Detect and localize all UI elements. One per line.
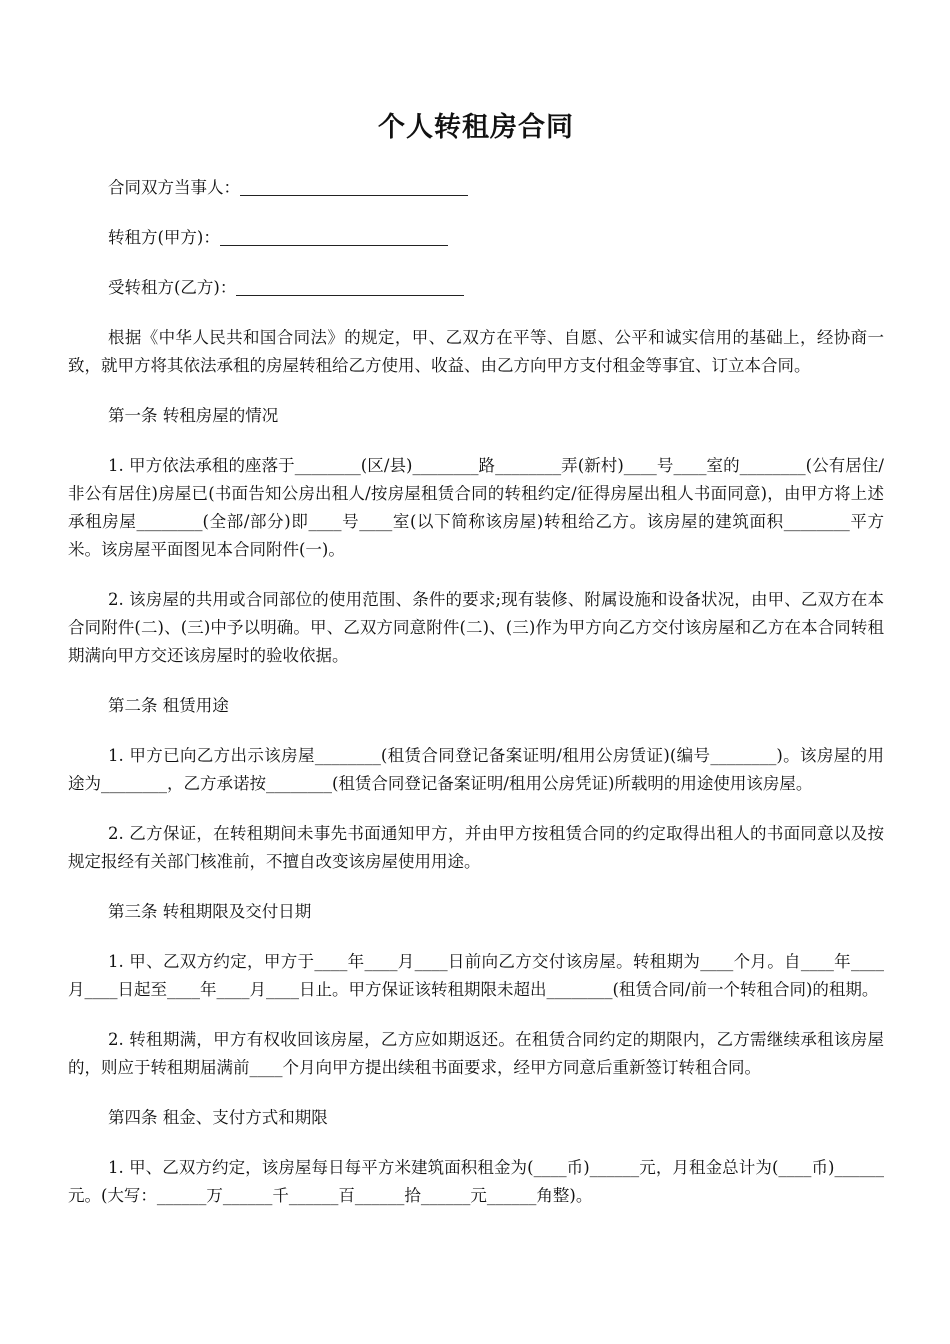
party-sublessee-blank: [236, 277, 464, 296]
party-both-label: 合同双方当事人：: [108, 178, 240, 197]
preamble-paragraph: 根据《中华人民共和国合同法》的规定，甲、乙双方在平等、自愿、公平和诚实信用的基础上，经协商一致，就甲方将其依法承租的房屋转租给乙方使用、收益、由乙方向甲方支付租金等事宜、订立本合同。: [68, 328, 884, 375]
party-both-blank: [240, 177, 468, 196]
article1-clause1: 1. 甲方依法承租的座落于________(区/县)________路________弄(新村)____号____室的________(公有居住/非公有居住)房屋已(书面告知公房出租人/按房屋租赁合同的转租约定/征得房屋出租人书面同意)，由甲方将上述承租房屋________(全部/部分)即____号____室(以下简称该房屋)转租给乙方。该房屋的建筑面积________平方米。该房屋平面图见本合同附件(一)。: [68, 456, 884, 559]
article2-clause2: 2. 乙方保证，在转租期间未事先书面通知甲方，并由甲方按租赁合同的约定取得出租人的书面同意以及按规定报经有关部门核准前，不擅自改变该房屋使用用途。: [68, 824, 884, 871]
party-sublessor-label: 转租方(甲方)：: [108, 228, 220, 247]
party-sublessor-blank: [220, 227, 448, 246]
document-title: 个人转租房合同: [378, 112, 574, 143]
party-line-sublessee: [68, 274, 884, 302]
article3-clause1: 1. 甲、乙双方约定，甲方于____年____月____日前向乙方交付该房屋。转租期为____个月。自____年____月____日起至____年____月____日止。甲方保证该转租期限未超出________(租赁合同/前一个转租合同)的租期。: [68, 952, 884, 999]
article2-clause1: 1. 甲方已向乙方出示该房屋________(租赁合同登记备案证明/租用公房赁证)(编号________)。该房屋的用途为________，乙方承诺按________(租赁合同登记备案证明/租用公房凭证)所载明的用途使用该房屋。: [68, 746, 884, 793]
article2-heading: 第二条 租赁用途: [108, 696, 229, 715]
party-line-sublessor: [68, 224, 884, 252]
article3-heading: 第三条 转租期限及交付日期: [108, 902, 312, 921]
party-sublessee-label: 受转租方(乙方)：: [108, 278, 237, 297]
article1-heading: 第一条 转租房屋的情况: [108, 406, 279, 425]
article4-clause1: 1. 甲、乙双方约定，该房屋每日每平方米建筑面积租金为(____币)______元，月租金总计为(____币)______元。(大写：______万______千______百______拾______元______角整)。: [68, 1158, 884, 1205]
article1-clause2: 2. 该房屋的共用或合同部位的使用范围、条件的要求;现有装修、附属设施和设备状况，由甲、乙双方在本合同附件(二)、(三)中予以明确。甲、乙双方同意附件(二)、(三)作为甲方向乙方交付该房屋和乙方在本合同转租期满向甲方交还该房屋时的验收依据。: [68, 590, 884, 665]
article4-heading: 第四条 租金、支付方式和期限: [108, 1108, 328, 1127]
party-line-both: [68, 174, 884, 202]
article3-clause2: 2. 转租期满，甲方有权收回该房屋，乙方应如期返还。在租赁合同约定的期限内，乙方需继续承租该房屋的，则应于转租期届满前____个月向甲方提出续租书面要求，经甲方同意后重新签订转租合同。: [68, 1030, 884, 1077]
